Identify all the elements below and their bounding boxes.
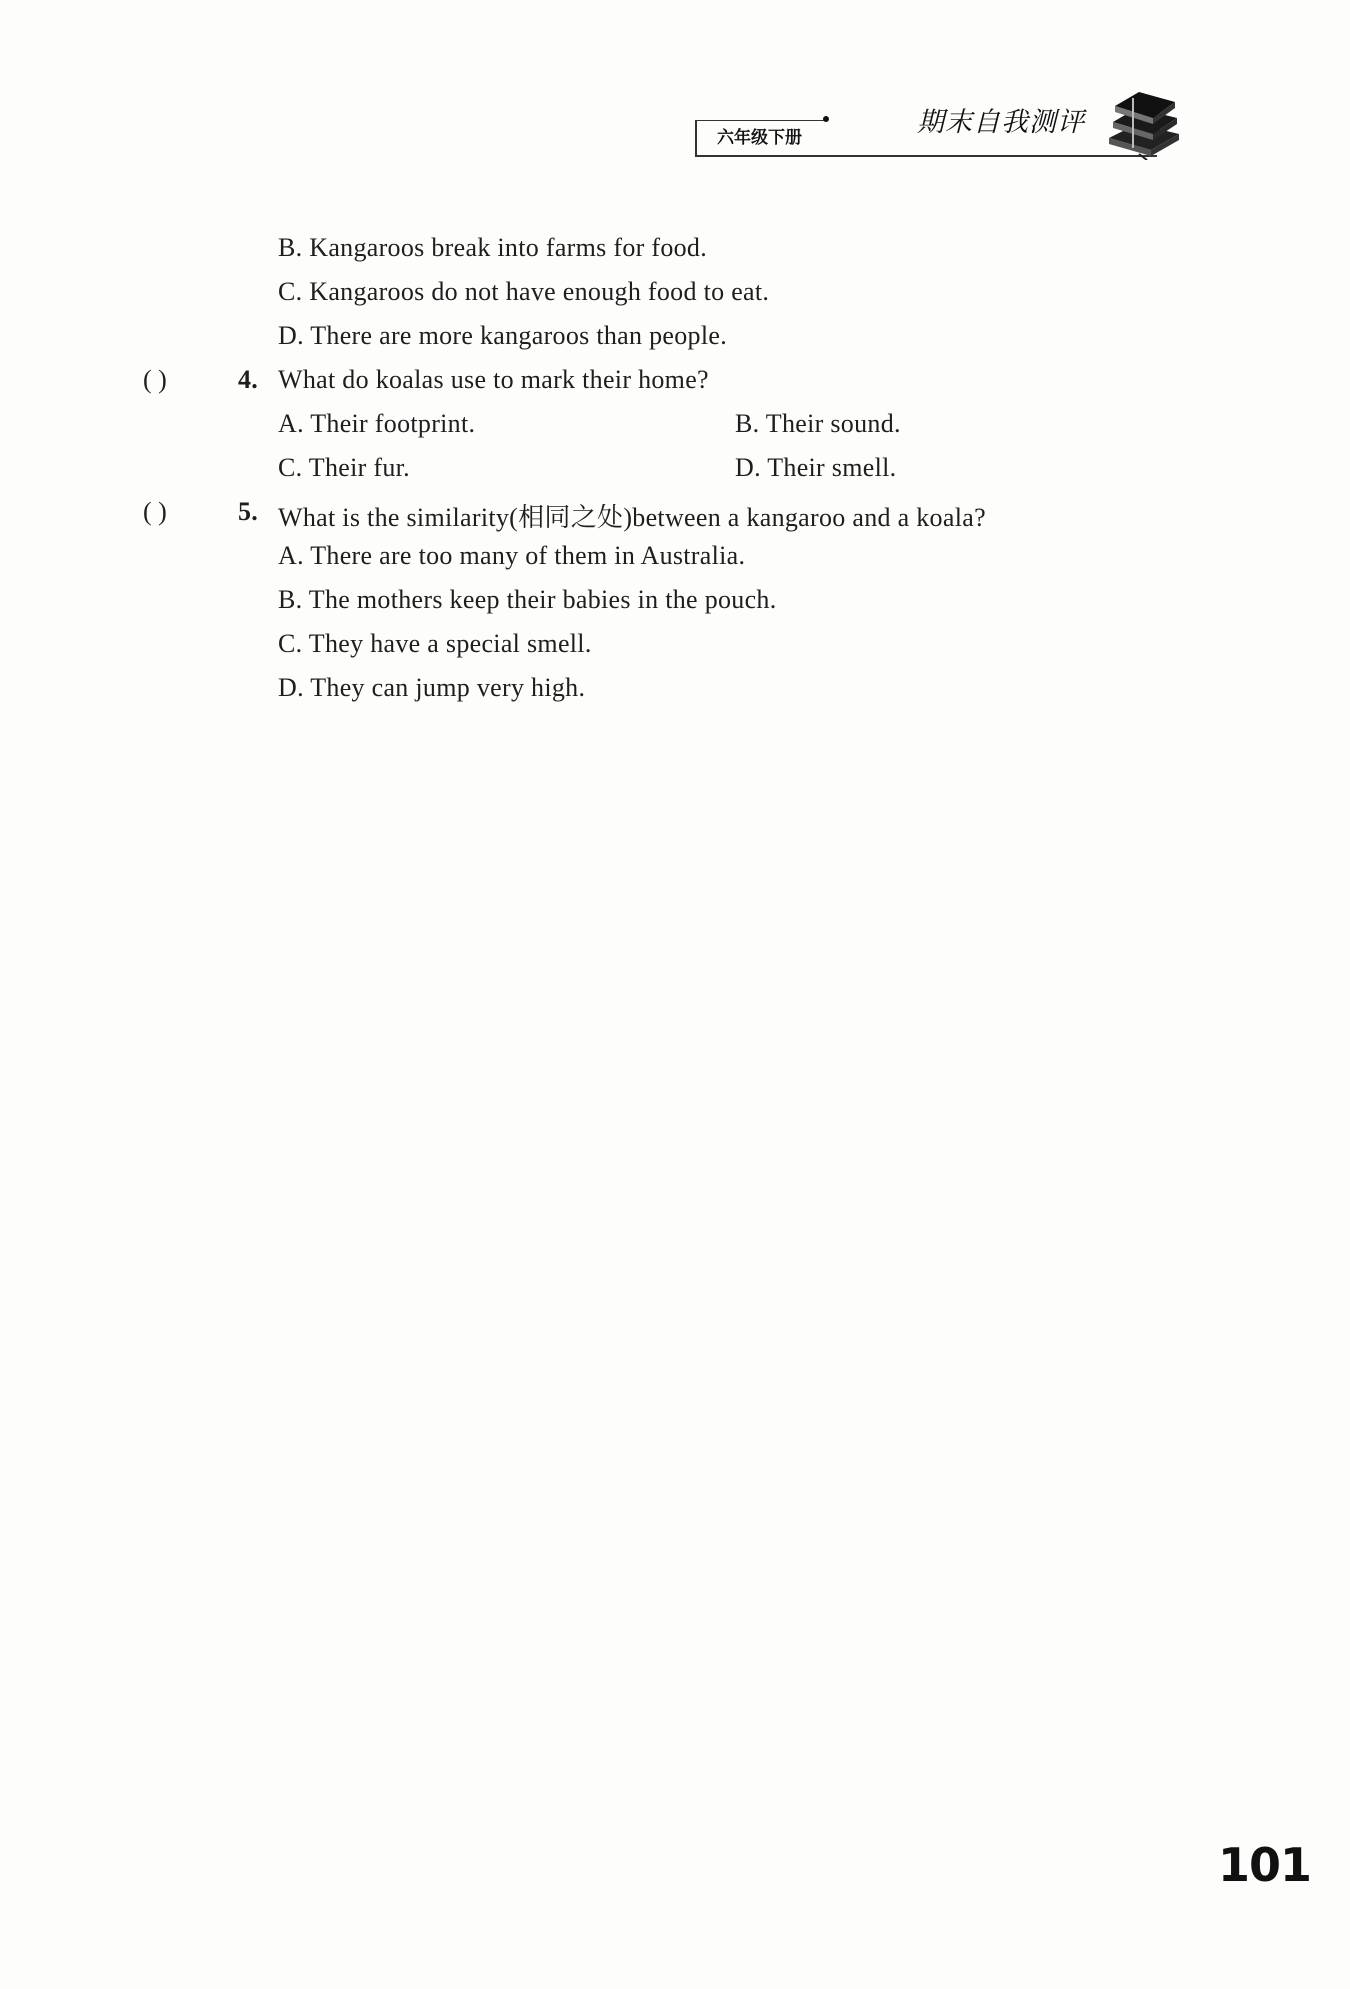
header-dot	[823, 116, 829, 122]
q4-option-c: C. Their fur.	[278, 453, 410, 482]
q3-option-d: D. There are more kangaroos than people.	[278, 321, 728, 350]
q4-number: 4.	[238, 365, 259, 394]
q5-option-a: A. There are too many of them in Australia.	[278, 541, 746, 570]
section-title: 期末自我测评	[917, 107, 1085, 138]
q4-option-b: B. Their sound.	[735, 409, 901, 438]
q5-option-b: B. The mothers keep their babies in the pouch.	[278, 585, 777, 614]
books-stack-icon	[1103, 88, 1183, 160]
q4-stem: What do koalas use to mark their home?	[278, 365, 709, 394]
q4-option-d: D. Their smell.	[735, 453, 897, 482]
q5-number: 5.	[238, 497, 259, 526]
q4-answer-blank[interactable]: ( )	[143, 365, 167, 394]
page-header	[695, 88, 1185, 162]
grade-label: 六年级下册	[695, 120, 825, 155]
q3-option-b: B. Kangaroos break into farms for food.	[278, 233, 708, 262]
q5-option-d: D. They can jump very high.	[278, 673, 586, 702]
q3-option-c: C. Kangaroos do not have enough food to eat.	[278, 277, 770, 306]
page-number: 101	[1218, 1838, 1312, 1892]
q5-option-c: C. They have a special smell.	[278, 629, 592, 658]
q4-option-a: A. Their footprint.	[278, 409, 476, 438]
q5-answer-blank[interactable]: ( )	[143, 497, 167, 526]
q5-stem: What is the similarity(相同之处)between a kangaroo and a koala?	[278, 503, 986, 532]
